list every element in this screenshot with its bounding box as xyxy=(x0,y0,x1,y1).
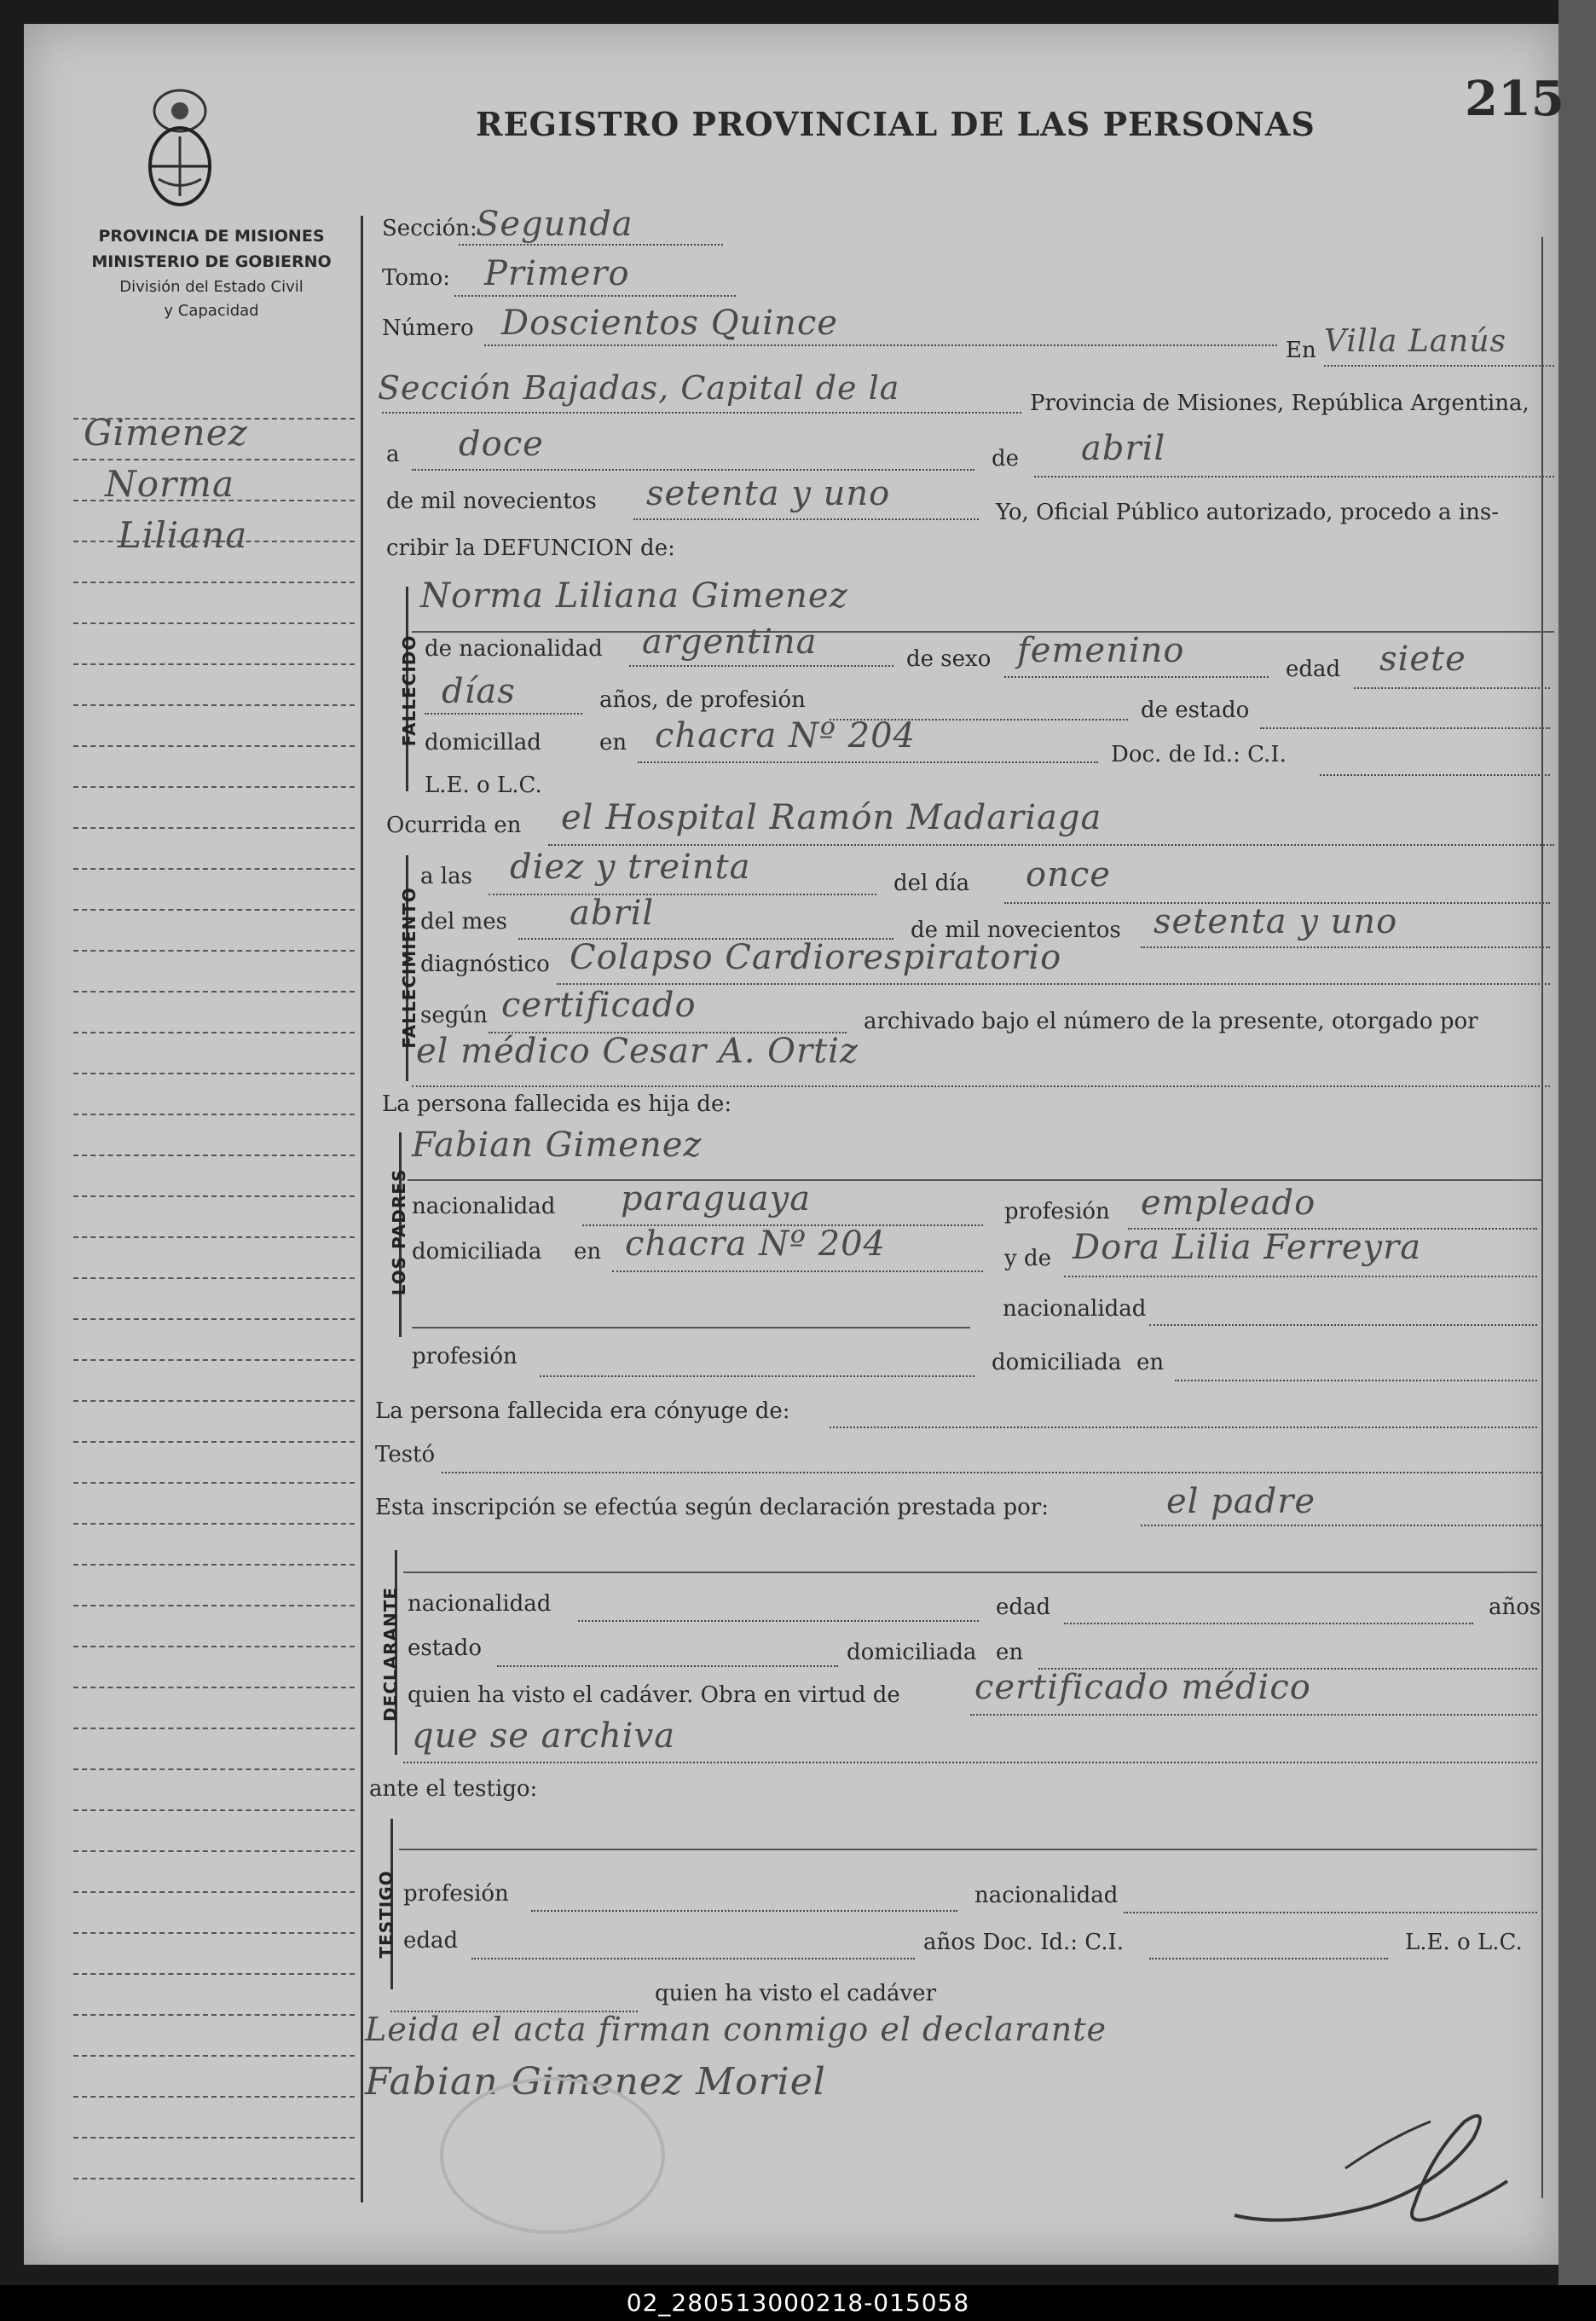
label-declarante-estado: estado xyxy=(408,1635,482,1661)
label-testigo-anos-doc: años Doc. Id.: C.I. xyxy=(923,1930,1125,1955)
label-a: a xyxy=(386,442,400,467)
seccion-line xyxy=(459,244,723,246)
value-declarante: el padre xyxy=(1166,1482,1316,1521)
label-de-estado: de estado xyxy=(1141,697,1250,723)
margin-rule xyxy=(73,1646,355,1647)
declarante-edad-line xyxy=(1064,1623,1473,1624)
value-seccion-lugar: Sección Bajadas, Capital de la xyxy=(378,369,900,407)
declarante-name-line xyxy=(403,1571,1537,1573)
label-tomo: Tomo: xyxy=(382,265,451,291)
margin-rule xyxy=(73,704,355,706)
label-madre-profesion: profesión xyxy=(412,1344,518,1369)
testigo-prof-line xyxy=(531,1910,957,1912)
label-y-de: y de xyxy=(1004,1246,1051,1271)
margin-rule xyxy=(73,1687,355,1688)
value-ocurrida: el Hospital Ramón Madariaga xyxy=(561,798,1102,837)
numero-line xyxy=(484,344,1277,346)
label-padre-domiciliada: domiciliada xyxy=(412,1239,542,1265)
label-de: de xyxy=(992,446,1020,472)
madre-dom-line xyxy=(1175,1380,1537,1381)
testigo-edad-line xyxy=(471,1958,915,1959)
value-tomo: Primero xyxy=(484,254,630,293)
value-padre-nac: paraguaya xyxy=(621,1179,812,1218)
doc-id-line xyxy=(1320,774,1550,776)
label-padre-en: en xyxy=(574,1239,602,1265)
domicilio-line xyxy=(638,761,1098,763)
margin-rule xyxy=(73,1318,355,1320)
margin-rule xyxy=(73,1114,355,1115)
faded-stamp xyxy=(433,2070,672,2241)
declarante-estado-line xyxy=(497,1665,838,1667)
margin-rule xyxy=(73,1277,355,1279)
margin-name-3: Liliana xyxy=(118,514,248,556)
margin-rule xyxy=(73,541,355,542)
margin-rule xyxy=(73,1400,355,1402)
label-madre-nacionalidad: nacionalidad xyxy=(1003,1296,1147,1322)
value-leida: Leida el acta firman conmigo el declarante xyxy=(365,2011,1107,2048)
mes-line xyxy=(1034,476,1554,478)
value-nombre: Norma Liliana Gimenez xyxy=(420,576,848,616)
margin-rule xyxy=(73,1523,355,1525)
value-nacionalidad: argentina xyxy=(642,622,818,662)
estado-line xyxy=(1260,727,1550,729)
value-medico: el médico Cesar A. Ortiz xyxy=(416,1032,859,1071)
diagnostico-line xyxy=(557,983,1550,985)
label-testigo-profesion: profesión xyxy=(403,1881,509,1907)
value-obra-virtud: certificado médico xyxy=(974,1668,1311,1707)
label-diagnostico: diagnóstico xyxy=(420,952,550,977)
anio-fall-line xyxy=(1141,946,1550,948)
label-conyuge: La persona fallecida era cónyuge de: xyxy=(375,1398,790,1424)
label-a-las: a las xyxy=(420,864,472,889)
value-anio-fall: setenta y uno xyxy=(1154,902,1398,941)
padre-dom-line xyxy=(612,1270,983,1272)
label-yo-oficial: Yo, Oficial Público autorizado, procedo a ins- xyxy=(996,500,1500,525)
margin-rule xyxy=(73,786,355,788)
value-edad: siete xyxy=(1379,640,1466,679)
sexo-line-2 xyxy=(1004,676,1269,678)
margin-name-2: Norma xyxy=(105,463,234,505)
label-en: En xyxy=(1286,338,1316,363)
header-line-4: y Capacidad xyxy=(164,302,259,320)
header-line-3: División del Estado Civil xyxy=(119,278,304,296)
label-archivado: archivado bajo el número de la presente, otorgado por xyxy=(864,1009,1478,1034)
margin-rule xyxy=(73,1155,355,1156)
nombre-line xyxy=(412,631,1554,633)
label-madre-en: en xyxy=(1136,1350,1165,1375)
declarante-line xyxy=(1141,1525,1541,1526)
header-line-1: PROVINCIA DE MISIONES xyxy=(98,227,325,246)
hora-line xyxy=(489,894,876,895)
margin-rule xyxy=(73,1728,355,1729)
margin-rule xyxy=(73,2096,355,2098)
value-padre: Fabian Gimenez xyxy=(412,1126,703,1165)
coat-of-arms-icon xyxy=(142,85,218,213)
medico-line xyxy=(412,1085,1550,1087)
margin-rule xyxy=(73,622,355,624)
label-testigo-visto: quien ha visto el cadáver xyxy=(655,1981,937,2006)
label-del-dia: del día xyxy=(893,871,970,896)
label-doc-id: Doc. de Id.: C.I. xyxy=(1111,742,1287,767)
tomo-line xyxy=(454,295,736,297)
margin-rule xyxy=(73,1768,355,1770)
label-domicillad: domicillad xyxy=(425,730,541,755)
value-diagnostico: Colapso Cardiorespiratorio xyxy=(570,938,1062,977)
value-edad-unidad: días xyxy=(442,672,516,711)
testigo-doc-line xyxy=(1149,1958,1388,1959)
margin-rule xyxy=(73,950,355,952)
value-madre: Dora Lilia Ferreyra xyxy=(1073,1228,1422,1267)
value-numero: Doscientos Quince xyxy=(501,304,838,343)
value-domicilio: chacra Nº 204 xyxy=(655,716,916,755)
official-signature xyxy=(1217,2087,1524,2232)
label-de-mil: de mil novecientos xyxy=(386,489,597,514)
label-nacionalidad: de nacionalidad xyxy=(425,636,603,662)
margin-border xyxy=(361,216,363,2202)
value-hora: diez y treinta xyxy=(510,848,751,887)
value-firma: Fabian Gimenez Moriel xyxy=(365,2060,826,2104)
margin-rule xyxy=(73,1073,355,1074)
margin-rule xyxy=(73,1564,355,1566)
margin-rule xyxy=(73,745,355,747)
anio-line xyxy=(633,518,979,520)
label-del-mes: del mes xyxy=(420,909,507,935)
label-seccion: Sección: xyxy=(382,216,477,241)
margin-rule xyxy=(73,868,355,870)
side-label-testigo: TESTIGO xyxy=(376,1870,396,1959)
label-declarante-domiciliada: domiciliada xyxy=(847,1640,977,1665)
declarante-nac-line xyxy=(578,1620,979,1622)
margin-rule xyxy=(73,1441,355,1443)
margin-rule xyxy=(73,991,355,993)
testigo-nac-line xyxy=(1124,1912,1537,1913)
margin-rule xyxy=(73,827,355,829)
label-hija-de: La persona fallecida es hija de: xyxy=(382,1091,732,1117)
madre-nac-line xyxy=(1149,1324,1537,1326)
margin-rule xyxy=(73,909,355,911)
lugar-line xyxy=(382,412,1021,414)
margin-rule xyxy=(73,2055,355,2057)
margin-rule xyxy=(73,500,355,501)
madre-prof-line xyxy=(540,1375,974,1377)
label-madre-domiciliada: domiciliada xyxy=(992,1350,1122,1375)
margin-rule xyxy=(73,663,355,665)
nacionalidad-line xyxy=(629,665,893,667)
margin-rule xyxy=(73,1482,355,1484)
label-declarante-edad: edad xyxy=(996,1595,1051,1620)
label-testigo-edad: edad xyxy=(403,1928,459,1953)
margin-rule xyxy=(73,2014,355,2016)
edad-line xyxy=(1354,687,1550,689)
side-label-fallecido: FALLECIDO xyxy=(399,634,419,747)
margin-rule xyxy=(73,1891,355,1893)
madre-line xyxy=(1064,1276,1537,1277)
label-declarante-nacionalidad: nacionalidad xyxy=(408,1591,552,1617)
padres-blank-line xyxy=(412,1327,970,1328)
side-label-los-padres: LOS PADRES xyxy=(389,1168,409,1296)
value-seccion: Segunda xyxy=(476,205,633,244)
margin-rule xyxy=(73,1195,355,1197)
margin-name-1: Gimenez xyxy=(84,412,248,454)
label-en-domicilio: en xyxy=(599,730,627,755)
label-le-lc: L.E. o L.C. xyxy=(425,773,542,798)
label-anos-profesion: años, de profesión xyxy=(599,687,806,713)
label-segun: según xyxy=(420,1003,488,1028)
obra-virtud-2-line xyxy=(403,1762,1537,1763)
margin-rule xyxy=(73,1236,355,1238)
margin-rule xyxy=(73,418,355,420)
margin-rule xyxy=(73,1032,355,1033)
label-numero: Número xyxy=(382,315,474,341)
label-declarante-visto: quien ha visto el cadáver. Obra en virtud de xyxy=(408,1682,900,1708)
label-edad: edad xyxy=(1286,657,1341,682)
obra-virtud-line xyxy=(970,1714,1537,1716)
right-border xyxy=(1541,237,1543,2198)
margin-rule xyxy=(73,1850,355,1852)
margin-rule xyxy=(73,2178,355,2179)
label-testigo-nacionalidad: nacionalidad xyxy=(974,1883,1119,1908)
value-obra-virtud-2: que se archiva xyxy=(412,1716,676,1756)
header-line-2: MINISTERIO DE GOBIERNO xyxy=(91,252,332,271)
value-en-lugar: Villa Lanús xyxy=(1324,324,1507,359)
edad-unidad-line xyxy=(425,713,582,715)
value-padre-dom: chacra Nº 204 xyxy=(625,1224,886,1264)
label-sexo: de sexo xyxy=(906,646,992,672)
margin-rule xyxy=(73,1605,355,1606)
margin-rule xyxy=(73,459,355,460)
margin-rule xyxy=(73,1932,355,1934)
value-mes: abril xyxy=(1081,429,1166,468)
page-edge xyxy=(1558,0,1596,2285)
value-mes-fall: abril xyxy=(570,894,655,933)
label-padre-profesion: profesión xyxy=(1004,1199,1110,1224)
side-label-declarante: DECLARANTE xyxy=(380,1586,401,1722)
label-testo: Testó xyxy=(375,1442,436,1467)
value-padre-prof: empleado xyxy=(1141,1184,1316,1223)
margin-rule xyxy=(73,1973,355,1975)
image-caption: 02_280513000218-015058 xyxy=(0,2285,1596,2321)
value-dia: doce xyxy=(459,425,544,464)
margin-rule xyxy=(73,582,355,583)
margin-rule xyxy=(73,1359,355,1361)
label-de-mil-2: de mil novecientos xyxy=(911,917,1121,943)
label-cribir: cribir la DEFUNCION de: xyxy=(386,535,675,561)
value-segun: certificado xyxy=(501,986,697,1025)
page-number: 215 xyxy=(1465,71,1564,127)
label-ocurrida: Ocurrida en xyxy=(386,813,522,838)
label-ante-testigo: ante el testigo: xyxy=(369,1776,538,1802)
dia-line xyxy=(412,469,974,471)
margin-rule xyxy=(73,2137,355,2139)
label-declarante-anos: años xyxy=(1489,1595,1541,1620)
testigo-name-line xyxy=(399,1849,1537,1850)
label-testigo-le-lc: L.E. o L.C. xyxy=(1405,1930,1523,1955)
en-line xyxy=(1324,365,1554,367)
conyuge-line xyxy=(830,1427,1537,1428)
value-dia-fall: once xyxy=(1026,855,1111,894)
ocurrida-line xyxy=(548,844,1554,846)
document-title: REGISTRO PROVINCIAL DE LAS PERSONAS xyxy=(476,105,1316,143)
side-label-fallecimiento: FALLECIMIENTO xyxy=(399,887,419,1049)
register-page xyxy=(24,24,1564,2265)
margin-rule xyxy=(73,1809,355,1811)
padre-line xyxy=(408,1179,1541,1181)
label-padre-nacionalidad: nacionalidad xyxy=(412,1194,556,1219)
value-anio: setenta y uno xyxy=(646,474,891,513)
value-sexo: femenino xyxy=(1017,631,1185,670)
label-declarante-en: en xyxy=(996,1640,1024,1665)
label-inscripcion: Esta inscripción se efectúa según declaración prestada por: xyxy=(375,1495,1049,1520)
label-provincia: Provincia de Misiones, República Argentina, xyxy=(1030,391,1530,416)
testo-line xyxy=(442,1472,1541,1473)
